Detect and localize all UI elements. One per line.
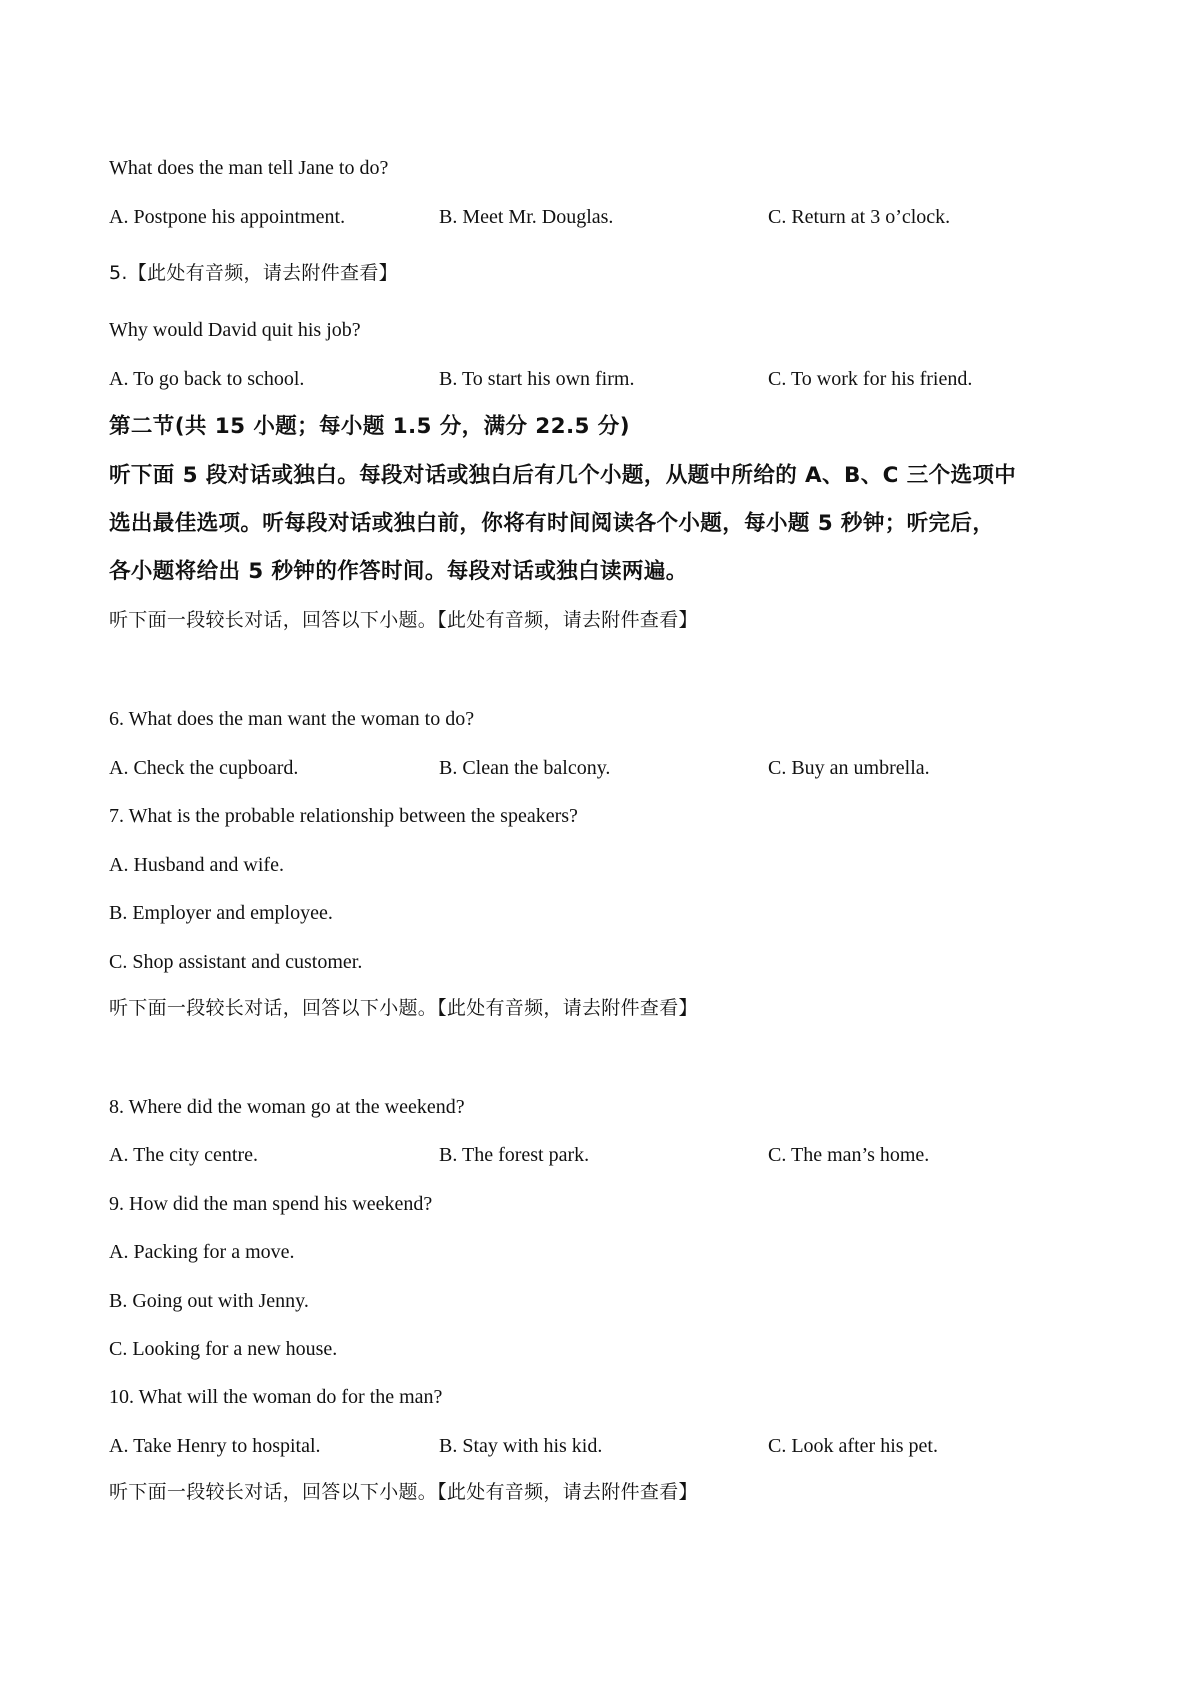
option-a: A. Check the cupboard.: [109, 757, 299, 779]
question-4-options: [109, 203, 1109, 231]
option-b: B. Clean the balcony.: [439, 757, 611, 779]
instruction-line-3: 各小题将给出 5 秒钟的作答时间。每段对话或独白读两遍。: [109, 559, 688, 584]
option-c: C. Return at 3 o’clock.: [768, 206, 951, 228]
question-8-options: [109, 1141, 1109, 1169]
question-7-option-c: C. Shop assistant and customer.: [109, 951, 363, 973]
question-6-text: 6. What does the man want the woman to do?: [109, 708, 475, 730]
audio-note-dialogue-3: 听下面一段较长对话，回答以下小题。【此处有音频，请去附件查看】: [109, 1481, 698, 1503]
instruction-line-2: 选出最佳选项。听每段对话或独白前，你将有时间阅读各个小题，每小题 5 秒钟；听完后，: [109, 511, 995, 536]
question-7-text: 7. What is the probable relationship between the speakers?: [109, 805, 578, 827]
instruction-line-1: 听下面 5 段对话或独白。每段对话或独白后有几个小题，从题中所给的 A、B、C 三个选项中: [109, 463, 1017, 488]
option-b: B. Meet Mr. Douglas.: [439, 206, 614, 228]
option-a: A. Postpone his appointment.: [109, 206, 346, 228]
question-5-text: Why would David quit his job?: [109, 319, 361, 341]
option-c: C. Buy an umbrella.: [768, 757, 930, 779]
option-a: A. Take Henry to hospital.: [109, 1435, 321, 1457]
option-a: A. To go back to school.: [109, 368, 305, 390]
question-10-text: 10. What will the woman do for the man?: [109, 1386, 443, 1408]
option-b: B. Stay with his kid.: [439, 1435, 603, 1457]
question-10-options: [109, 1432, 1109, 1460]
question-9-option-b: B. Going out with Jenny.: [109, 1290, 309, 1312]
question-9-option-a: A. Packing for a move.: [109, 1241, 295, 1263]
question-5-options: [109, 365, 1109, 393]
question-7-option-b: B. Employer and employee.: [109, 902, 333, 924]
section-heading: 第二节(共 15 小题；每小题 1.5 分，满分 22.5 分): [109, 414, 630, 439]
option-c: C. To work for his friend.: [768, 368, 973, 390]
option-a: A. The city centre.: [109, 1144, 259, 1166]
question-6-options: [109, 754, 1109, 782]
option-c: C. The man’s home.: [768, 1144, 930, 1166]
question-4-text: What does the man tell Jane to do?: [109, 157, 389, 179]
question-8-text: 8. Where did the woman go at the weekend?: [109, 1096, 465, 1118]
option-c: C. Look after his pet.: [768, 1435, 938, 1457]
audio-note-5: 5.【此处有音频，请去附件查看】: [109, 262, 398, 284]
audio-note-dialogue-1: 听下面一段较长对话，回答以下小题。【此处有音频，请去附件查看】: [109, 609, 698, 631]
option-b: B. The forest park.: [439, 1144, 590, 1166]
question-9-text: 9. How did the man spend his weekend?: [109, 1193, 433, 1215]
question-9-option-c: C. Looking for a new house.: [109, 1338, 338, 1360]
question-7-option-a: A. Husband and wife.: [109, 854, 284, 876]
audio-note-dialogue-2: 听下面一段较长对话，回答以下小题。【此处有音频，请去附件查看】: [109, 997, 698, 1019]
option-b: B. To start his own firm.: [439, 368, 635, 390]
